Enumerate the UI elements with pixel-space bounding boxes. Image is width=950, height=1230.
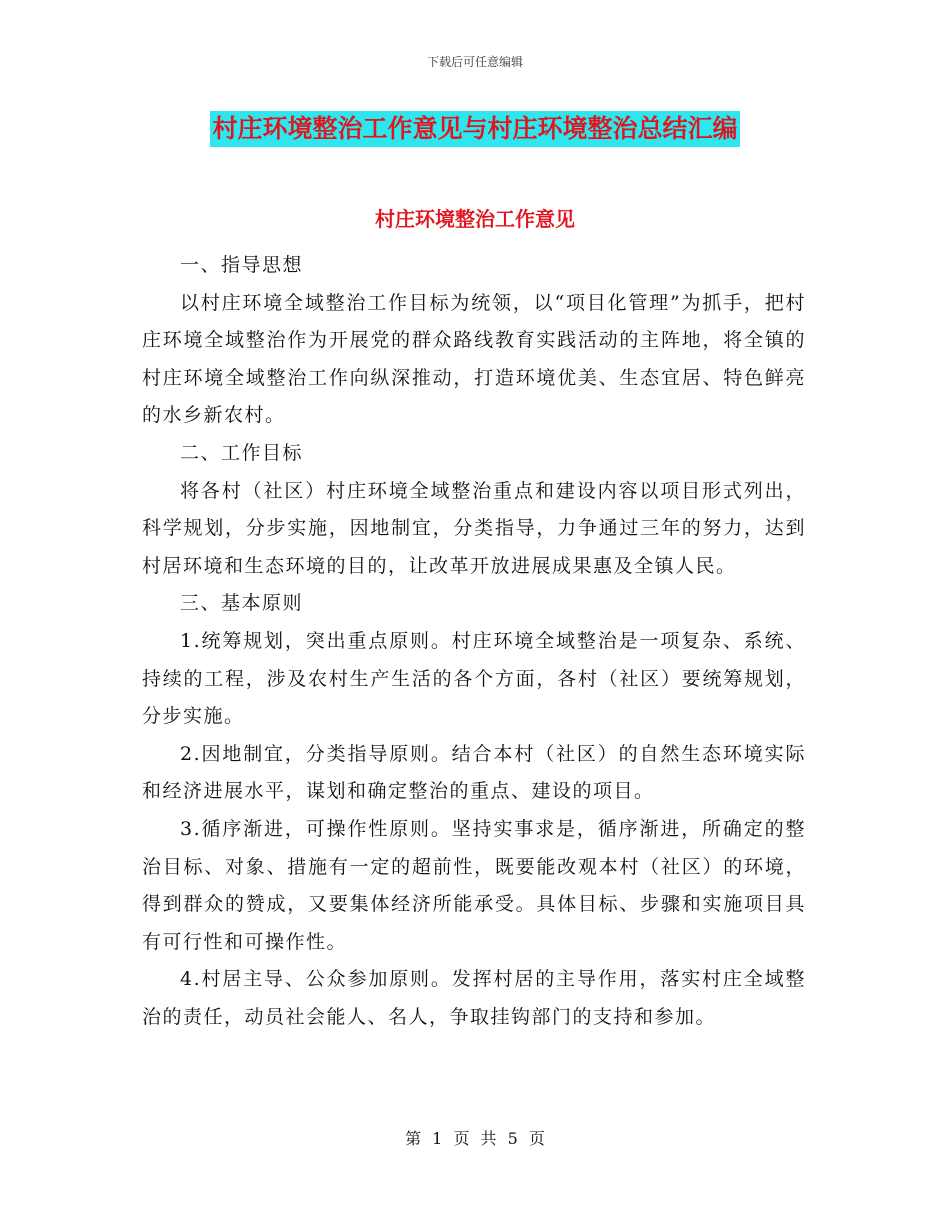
- paragraph-guiding-ideology: 以村庄环境全域整治工作目标为统领，以“项目化管理”为抓手，把村庄环境全域整治作为开展党的群众路线教育实践活动的主阵地，将全镇的村庄环境全域整治工作向纵深推动，打造环境优美、生态宜居、特色鲜亮的水乡新农村。: [142, 291, 806, 427]
- heading-guiding-ideology: 一、指导思想: [180, 254, 304, 276]
- heading-work-goals: 二、工作目标: [180, 441, 304, 464]
- paragraph-principle-4: 4.村居主导、公众参加原则。发挥村居的主导作用，落实村庄全域整治的责任，动员社会能人、名人，争取挂钩部门的支持和参加。: [142, 968, 806, 1028]
- page-footer: 第 1 页 共 5 页: [405, 1129, 545, 1148]
- section-title: 村庄环境整治工作意见: [375, 207, 575, 231]
- paragraph-principle-3: 3.循序渐进，可操作性原则。坚持实事求是，循序渐进，所确定的整治目标、对象、措施有一定的超前性，既要能改观本村（社区）的环境，得到群众的赞成，又要集体经济所能承受。具体目标、步骤和实施项目具有可行性和可操作性。: [142, 817, 806, 953]
- heading-basic-principles: 三、基本原则: [180, 592, 304, 615]
- paragraph-work-goals: 将各村（社区）村庄环境全域整治重点和建设内容以项目形式列出，科学规划，分步实施，因地制宜，分类指导，力争通过三年的努力，达到村居环境和生态环境的目的，让改革开放进展成果惠及全镇人民。: [142, 479, 806, 577]
- doc-title-container: [0, 111, 950, 147]
- paragraph-principle-2: 2.因地制宜，分类指导原则。结合本村（社区）的自然生态环境实际和经济进展水平，谋划和确定整治的重点、建设的项目。: [142, 742, 806, 803]
- document-title: 村庄环境整治工作意见与村庄环境整治总结汇编: [210, 111, 739, 147]
- paragraph-principle-1: 1.统筹规划，突出重点原则。村庄环境全域整治是一项复杂、系统、持续的工程，涉及农村生产生活的各个方面，各村（社区）要统筹规划，分步实施。: [142, 629, 806, 728]
- header-note: 下载后可任意编辑: [426, 55, 523, 69]
- document-body: [142, 247, 806, 1036]
